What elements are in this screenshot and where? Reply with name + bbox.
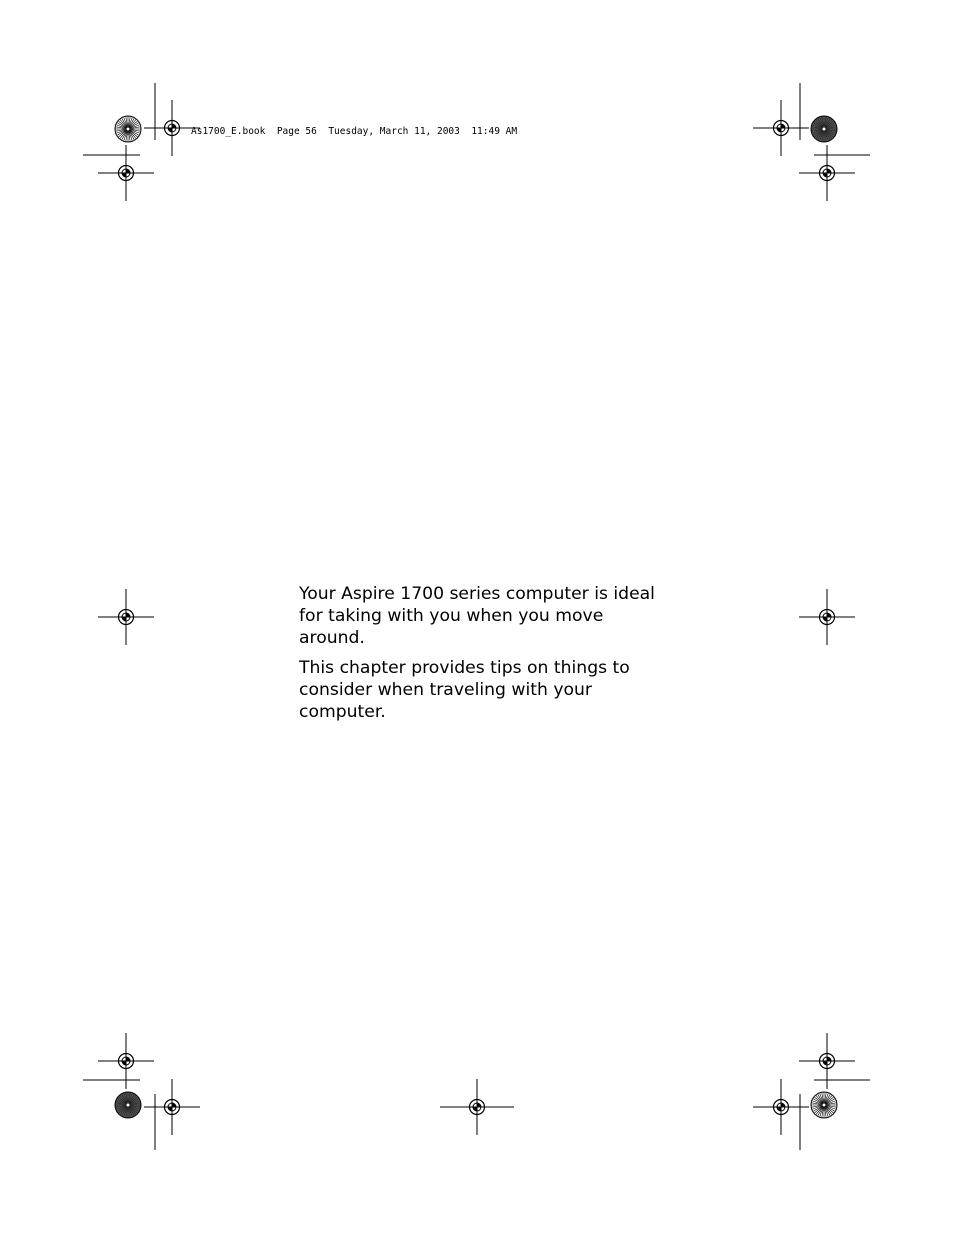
registration-mark-icon [799, 589, 855, 645]
slug-date: Tuesday, March 11, 2003 [328, 126, 460, 137]
slug-page: Page 56 [276, 126, 317, 137]
chapter-intro [299, 583, 669, 731]
registration-mark-icon [98, 1033, 154, 1089]
intro-paragraph-2: This chapter provides tips on things to consider when traveling with your computer. [299, 658, 630, 722]
registration-mark-icon [753, 100, 809, 156]
star-target-icon [115, 116, 141, 142]
registration-mark-icon [799, 145, 855, 201]
registration-mark-icon [799, 1033, 855, 1089]
print-slug-line [191, 126, 517, 137]
registration-mark-icon [144, 1079, 200, 1135]
registration-mark-icon [753, 1079, 809, 1135]
slug-file: As1700_E.book [191, 126, 266, 137]
registration-mark-icon [98, 589, 154, 645]
star-target-icon [115, 1092, 141, 1118]
registration-mark-icon [98, 145, 154, 201]
slug-time: 11:49 AM [471, 126, 518, 137]
star-target-icon [811, 1092, 837, 1118]
star-target-icon [811, 116, 837, 142]
intro-paragraph-1: Your Aspire 1700 series computer is ideal for taking with you when you move around. [299, 584, 655, 648]
